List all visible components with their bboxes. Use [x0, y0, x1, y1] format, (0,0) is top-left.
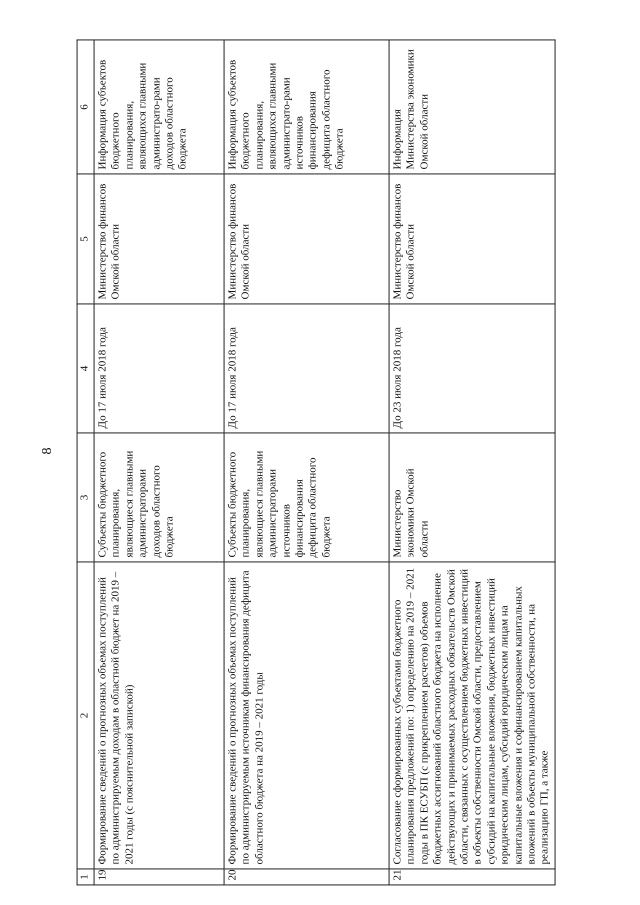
row-deadline: До 23 июля 2018 года — [389, 303, 555, 432]
row-number: 21 — [389, 868, 555, 884]
row-executor: Министерство экономики Омской области — [389, 432, 555, 561]
table-container — [80, 35, 550, 880]
row-result: Информация Министерства экономики Омской области — [389, 39, 555, 173]
header-col-4: 4 — [77, 303, 94, 432]
row-result: Информация субъектов бюджетного планирования, являющихся главными администрато-рами доходов областного бюджета — [94, 39, 224, 173]
row-executor: Субъекты бюджетного планирования, являющиеся главными администраторами доходов областного бюджета — [94, 432, 224, 561]
header-col-6: 6 — [77, 39, 94, 173]
header-row — [77, 39, 94, 884]
row-deadline: До 17 июля 2018 года — [94, 303, 224, 432]
header-col-1: 1 — [77, 868, 94, 884]
row-number: 20 — [224, 868, 389, 884]
row-result: Информация субъектов бюджетного планирования, являющихся главными администрато-рами источников финансирования дефицита областного бюджета — [224, 39, 389, 173]
table-row — [389, 39, 555, 884]
row-description: Формирование сведений о прогнозных объемах поступлений по администрируемым источникам финансирования дефицита областного бюджета на 2019 – 2021 годы — [224, 561, 389, 868]
row-deadline: До 17 июля 2018 года — [224, 303, 389, 432]
header-col-5: 5 — [77, 173, 94, 303]
table-row — [94, 39, 224, 884]
table-row — [224, 39, 389, 884]
schedule-table — [76, 39, 555, 885]
row-recipient: Министерство финансов Омской области — [224, 173, 389, 303]
page-number: 8 — [40, 447, 55, 455]
row-executor: Субъекты бюджетного планирования, являющиеся главными администраторами источников финансирования дефицита областного бюджета — [224, 432, 389, 561]
row-description: Формирование сведений о прогнозных объемах поступлений по администрируемым доходам в областной бюджет на 2019 – 2021 годы (с пояснительной запиской) — [94, 561, 224, 868]
header-col-3: 3 — [77, 432, 94, 561]
row-description: Согласование сформированных субъектами бюджетного планирования предложений по: 1) определению на 2019 – 2021 годы в ПК ЕСУБП (с прикреплением расчетов) объемов бюджетных ассигнований областного бюджета на исполнение действующих и принимаемых расходных обязательств Омской области, связанных с осуществлением бюджетных инвестиций в объекты собственности Омской области, предоставлением субсидий на капитальные вложения, бюджетных инвестиций юридическим лицам, субсидий юридическим лицам на капитальные вложения и софинансированием капитальных вложений в объекты муниципальной собственности, на реализацию ГП, а также — [389, 561, 555, 868]
header-col-2: 2 — [77, 561, 94, 868]
row-recipient: Министерство финансов Омской области — [389, 173, 555, 303]
row-number: 19 — [94, 868, 224, 884]
row-recipient: Министерство финансов Омской области — [94, 173, 224, 303]
